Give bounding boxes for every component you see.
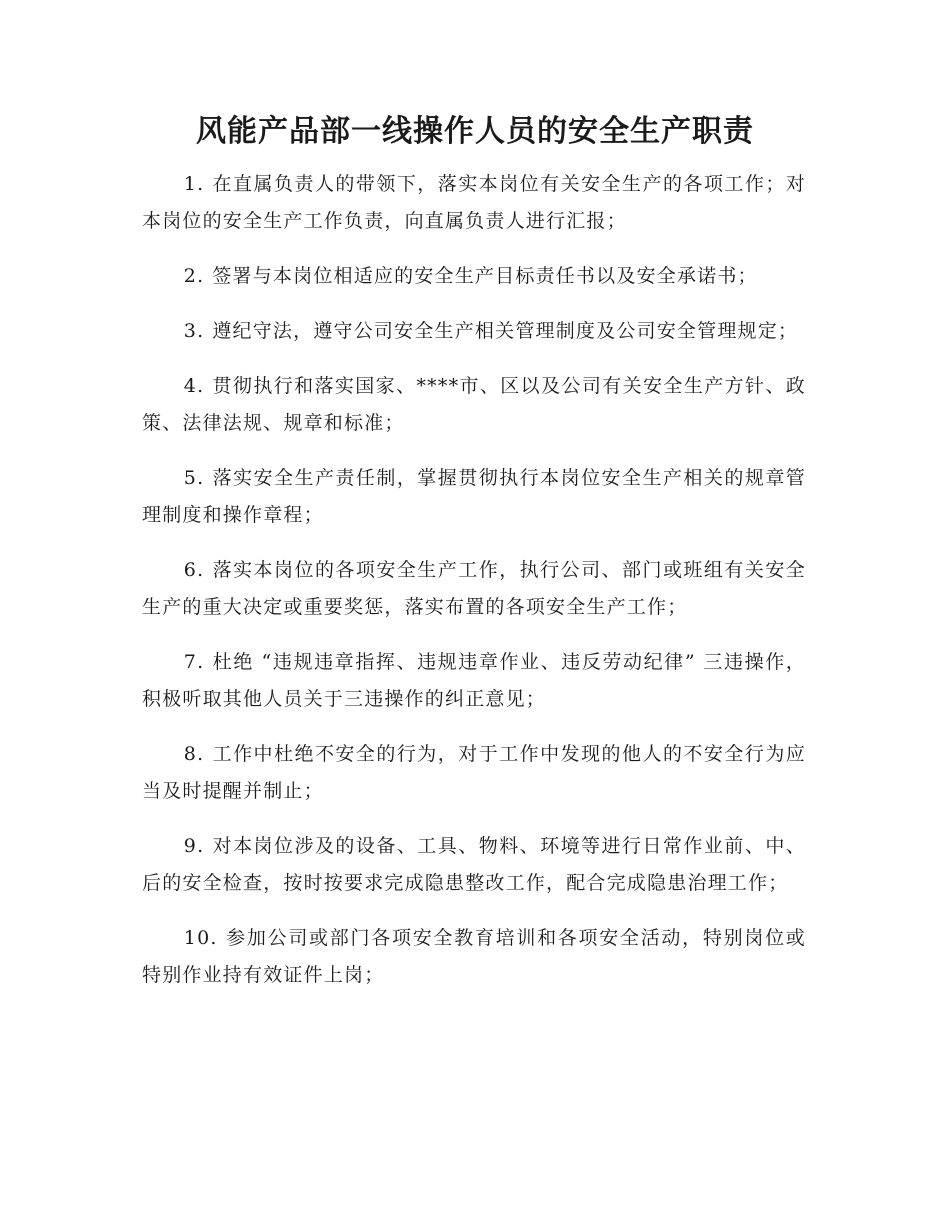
duty-item-text: 落实安全生产责任制，掌握贯彻执行本岗位安全生产相关的规章管理制度和操作章程； bbox=[142, 467, 806, 526]
duty-item-number: 5. bbox=[183, 467, 205, 489]
duty-item-text: 对本岗位涉及的设备、工具、物料、环境等进行日常作业前、中、后的安全检查，按时按要求完成隐患整改工作，配合完成隐患治理工作； bbox=[142, 835, 806, 894]
duty-item-text: 签署与本岗位相适应的安全生产目标责任书以及安全承诺书； bbox=[212, 265, 758, 287]
duty-item-9 bbox=[142, 828, 806, 902]
duty-item-4 bbox=[142, 368, 806, 442]
duty-list bbox=[142, 166, 806, 1012]
duty-item-10 bbox=[142, 920, 806, 994]
duty-item-text: 落实本岗位的各项安全生产工作，执行公司、部门或班组有关安全生产的重大决定或重要奖惩，落实布置的各项安全生产工作； bbox=[142, 559, 806, 618]
duty-item-text: 贯彻执行和落实国家、****市、区以及公司有关安全生产方针、政策、法律法规、规章和标准； bbox=[142, 375, 806, 434]
duty-item-number: 6. bbox=[183, 559, 205, 581]
duty-item-6 bbox=[142, 552, 806, 626]
duty-item-number: 8. bbox=[183, 743, 205, 765]
duty-item-number: 9. bbox=[183, 835, 205, 857]
duty-item-7 bbox=[142, 644, 806, 718]
duty-item-number: 7. bbox=[183, 651, 205, 673]
duty-item-8 bbox=[142, 736, 806, 810]
duty-item-number: 10. bbox=[183, 927, 218, 949]
duty-item-5 bbox=[142, 460, 806, 534]
duty-item-1 bbox=[142, 166, 806, 240]
duty-item-text: 杜绝 “违规违章指挥、违规违章作业、违反劳动纪律” 三违操作，积极听取其他人员关于三违操作的纠正意见； bbox=[142, 651, 806, 710]
duty-item-2 bbox=[142, 258, 806, 295]
duty-item-text: 参加公司或部门各项安全教育培训和各项安全活动，特别岗位或特别作业持有效证件上岗； bbox=[142, 927, 806, 986]
duty-item-text: 工作中杜绝不安全的行为，对于工作中发现的他人的不安全行为应当及时提醒并制止； bbox=[142, 743, 806, 802]
duty-item-number: 4. bbox=[183, 375, 205, 397]
duty-item-number: 3. bbox=[183, 320, 205, 342]
duty-item-number: 1. bbox=[183, 173, 205, 195]
duty-item-text: 在直属负责人的带领下，落实本岗位有关安全生产的各项工作；对本岗位的安全生产工作负责，向直属负责人进行汇报； bbox=[142, 173, 806, 232]
duty-item-text: 遵纪守法，遵守公司安全生产相关管理制度及公司安全管理规定； bbox=[212, 320, 799, 342]
duty-item-number: 2. bbox=[183, 265, 205, 287]
duty-item-3 bbox=[142, 313, 806, 350]
document-title: 风能产品部一线操作人员的安全生产职责 bbox=[196, 114, 754, 149]
